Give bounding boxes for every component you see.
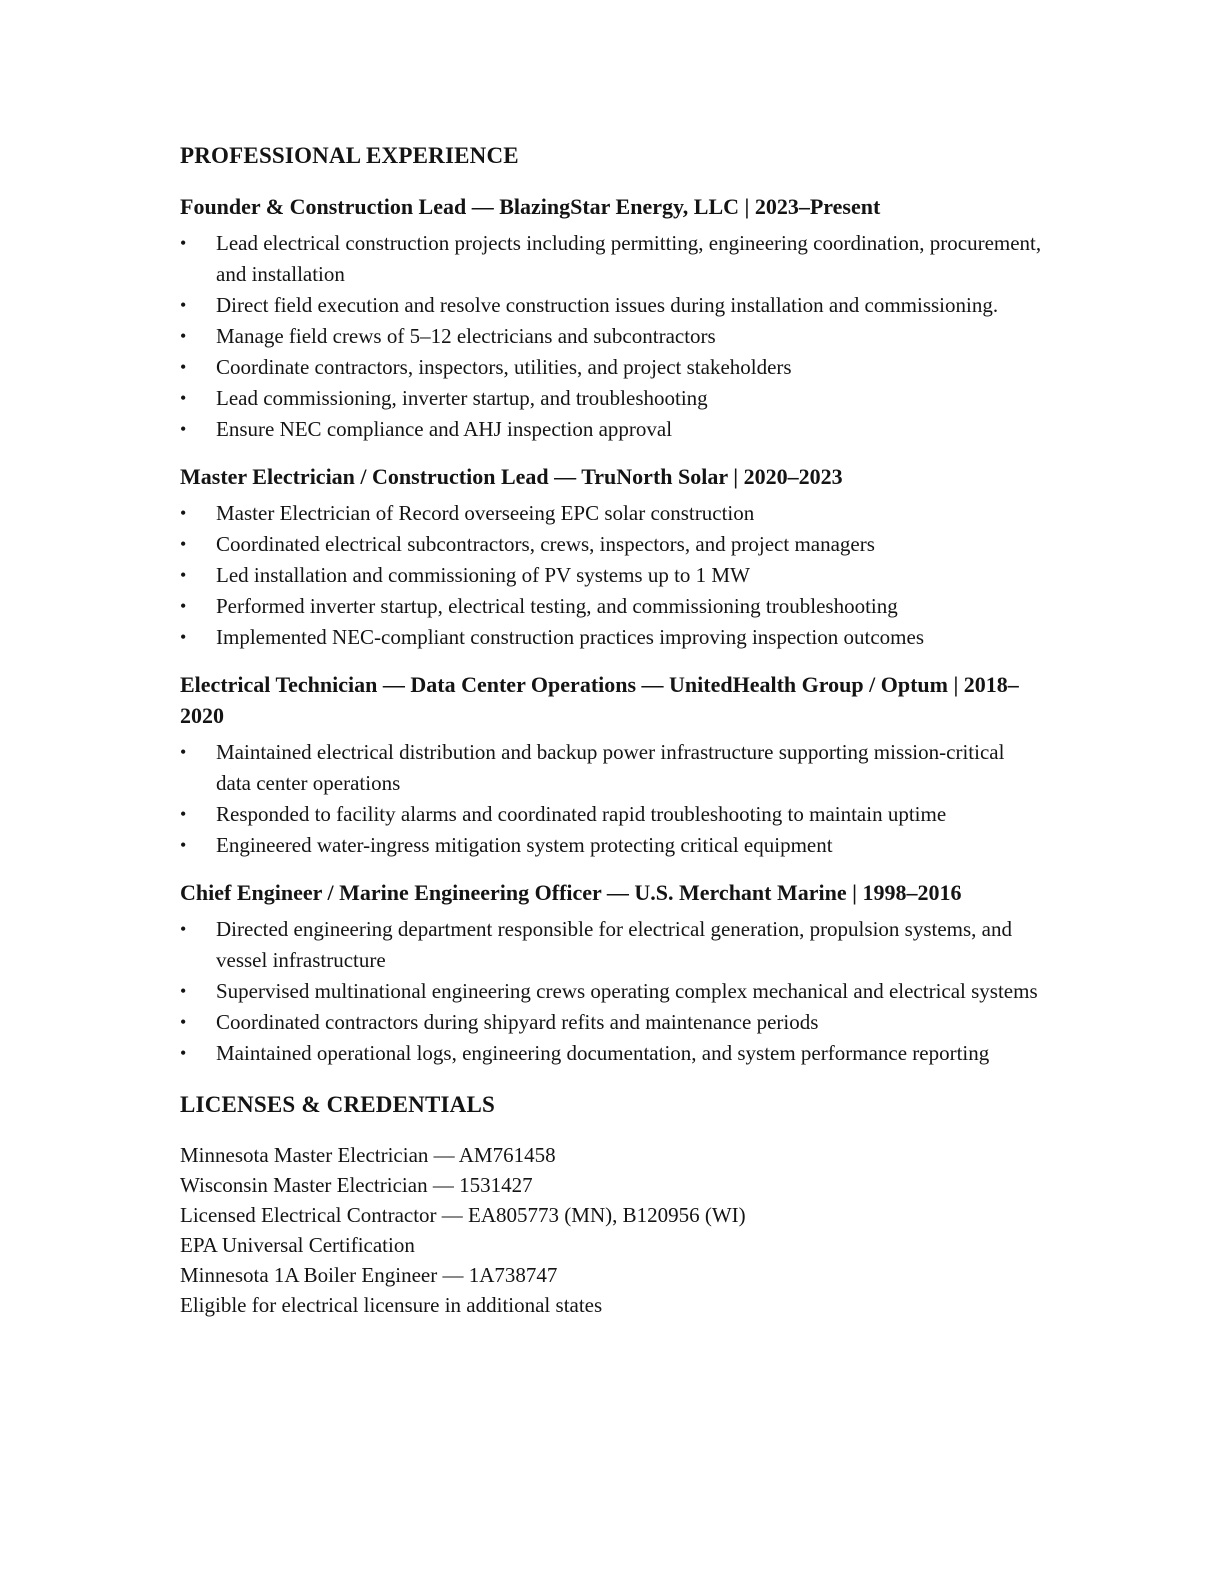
job-entry [180,669,1044,861]
bullet-item [180,383,1044,414]
section-licenses-credentials [180,1089,1044,1320]
bullet-text: Implemented NEC-compliant construction practices improving inspection outcomes [216,625,924,649]
bullet-glyph: • [180,565,187,585]
bullet-item [180,529,1044,560]
job-bullet-list [180,498,1044,653]
bullet-glyph: • [180,1012,187,1032]
bullet-text: Ensure NEC compliance and AHJ inspection approval [216,417,673,441]
resume-sections [180,140,1044,1320]
bullet-glyph: • [180,503,187,523]
bullet-glyph: • [180,326,187,346]
job-bullet-list [180,737,1044,861]
bullet-text: Led installation and commissioning of PV systems up to 1 MW [216,563,750,587]
job-heading: Master Electrician / Construction Lead — TruNorth Solar | 2020–2023 [180,464,843,489]
credential-line: Licensed Electrical Contractor — EA805773 (MN), B120956 (WI) [180,1203,746,1227]
bullet-text: Directed engineering department responsible for electrical generation, propulsion systems, and vessel infrastructure [216,917,1012,972]
bullet-glyph: • [180,596,187,616]
bullet-glyph: • [180,357,187,377]
bullet-item [180,290,1044,321]
section-title: LICENSES & CREDENTIALS [180,1092,495,1117]
job-bullet-list [180,228,1044,445]
job-entry [180,461,1044,653]
bullet-glyph: • [180,1043,187,1063]
credential-line: Eligible for electrical licensure in additional states [180,1293,603,1317]
bullet-glyph: • [180,388,187,408]
bullet-item [180,737,1044,799]
bullet-glyph: • [180,835,187,855]
bullet-text: Lead commissioning, inverter startup, and troubleshooting [216,386,708,410]
bullet-glyph: • [180,919,187,939]
bullet-item [180,560,1044,591]
bullet-item [180,1007,1044,1038]
credential-line: EPA Universal Certification [180,1233,415,1257]
bullet-text: Lead electrical construction projects including permitting, engineering coordination, procurement, and installation [216,231,1042,286]
bullet-glyph: • [180,742,187,762]
credential-line: Minnesota 1A Boiler Engineer — 1A738747 [180,1263,558,1287]
bullet-glyph: • [180,804,187,824]
bullet-text: Coordinate contractors, inspectors, utilities, and project stakeholders [216,355,792,379]
bullet-text: Master Electrician of Record overseeing EPC solar construction [216,501,755,525]
bullet-text: Maintained operational logs, engineering documentation, and system performance reporting [216,1041,990,1065]
section-title: PROFESSIONAL EXPERIENCE [180,143,519,168]
bullet-item [180,321,1044,352]
bullet-item [180,1038,1044,1069]
bullet-item [180,591,1044,622]
bullet-glyph: • [180,627,187,647]
bullet-item [180,799,1044,830]
bullet-text: Coordinated contractors during shipyard refits and maintenance periods [216,1010,819,1034]
job-entry [180,191,1044,445]
section-professional-experience [180,140,1044,1069]
bullet-item [180,976,1044,1007]
bullet-item [180,914,1044,976]
credential-line: Minnesota Master Electrician — AM761458 [180,1143,556,1167]
job-heading: Electrical Technician — Data Center Operations — UnitedHealth Group / Optum | 2018–2020 [180,672,1019,728]
bullet-text: Supervised multinational engineering crews operating complex mechanical and electrical systems [216,979,1038,1003]
bullet-item [180,352,1044,383]
bullet-item [180,228,1044,290]
bullet-text: Manage field crews of 5–12 electricians and subcontractors [216,324,716,348]
bullet-item [180,414,1044,445]
job-entry [180,877,1044,1069]
bullet-item [180,622,1044,653]
bullet-text: Engineered water-ingress mitigation system protecting critical equipment [216,833,833,857]
bullet-glyph: • [180,233,187,253]
job-heading: Founder & Construction Lead — BlazingStar Energy, LLC | 2023–Present [180,194,881,219]
bullet-glyph: • [180,534,187,554]
credential-line: Wisconsin Master Electrician — 1531427 [180,1173,533,1197]
bullet-text: Responded to facility alarms and coordinated rapid troubleshooting to maintain uptime [216,802,947,826]
bullet-text: Maintained electrical distribution and backup power infrastructure supporting mission-critical data center operations [216,740,1005,795]
bullet-glyph: • [180,981,187,1001]
bullet-glyph: • [180,295,187,315]
bullet-glyph: • [180,419,187,439]
job-heading: Chief Engineer / Marine Engineering Officer — U.S. Merchant Marine | 1998–2016 [180,880,962,905]
bullet-text: Performed inverter startup, electrical testing, and commissioning troubleshooting [216,594,898,618]
bullet-item [180,498,1044,529]
bullet-item [180,830,1044,861]
job-bullet-list [180,914,1044,1069]
bullet-text: Direct field execution and resolve construction issues during installation and commissioning. [216,293,999,317]
bullet-text: Coordinated electrical subcontractors, crews, inspectors, and project managers [216,532,875,556]
